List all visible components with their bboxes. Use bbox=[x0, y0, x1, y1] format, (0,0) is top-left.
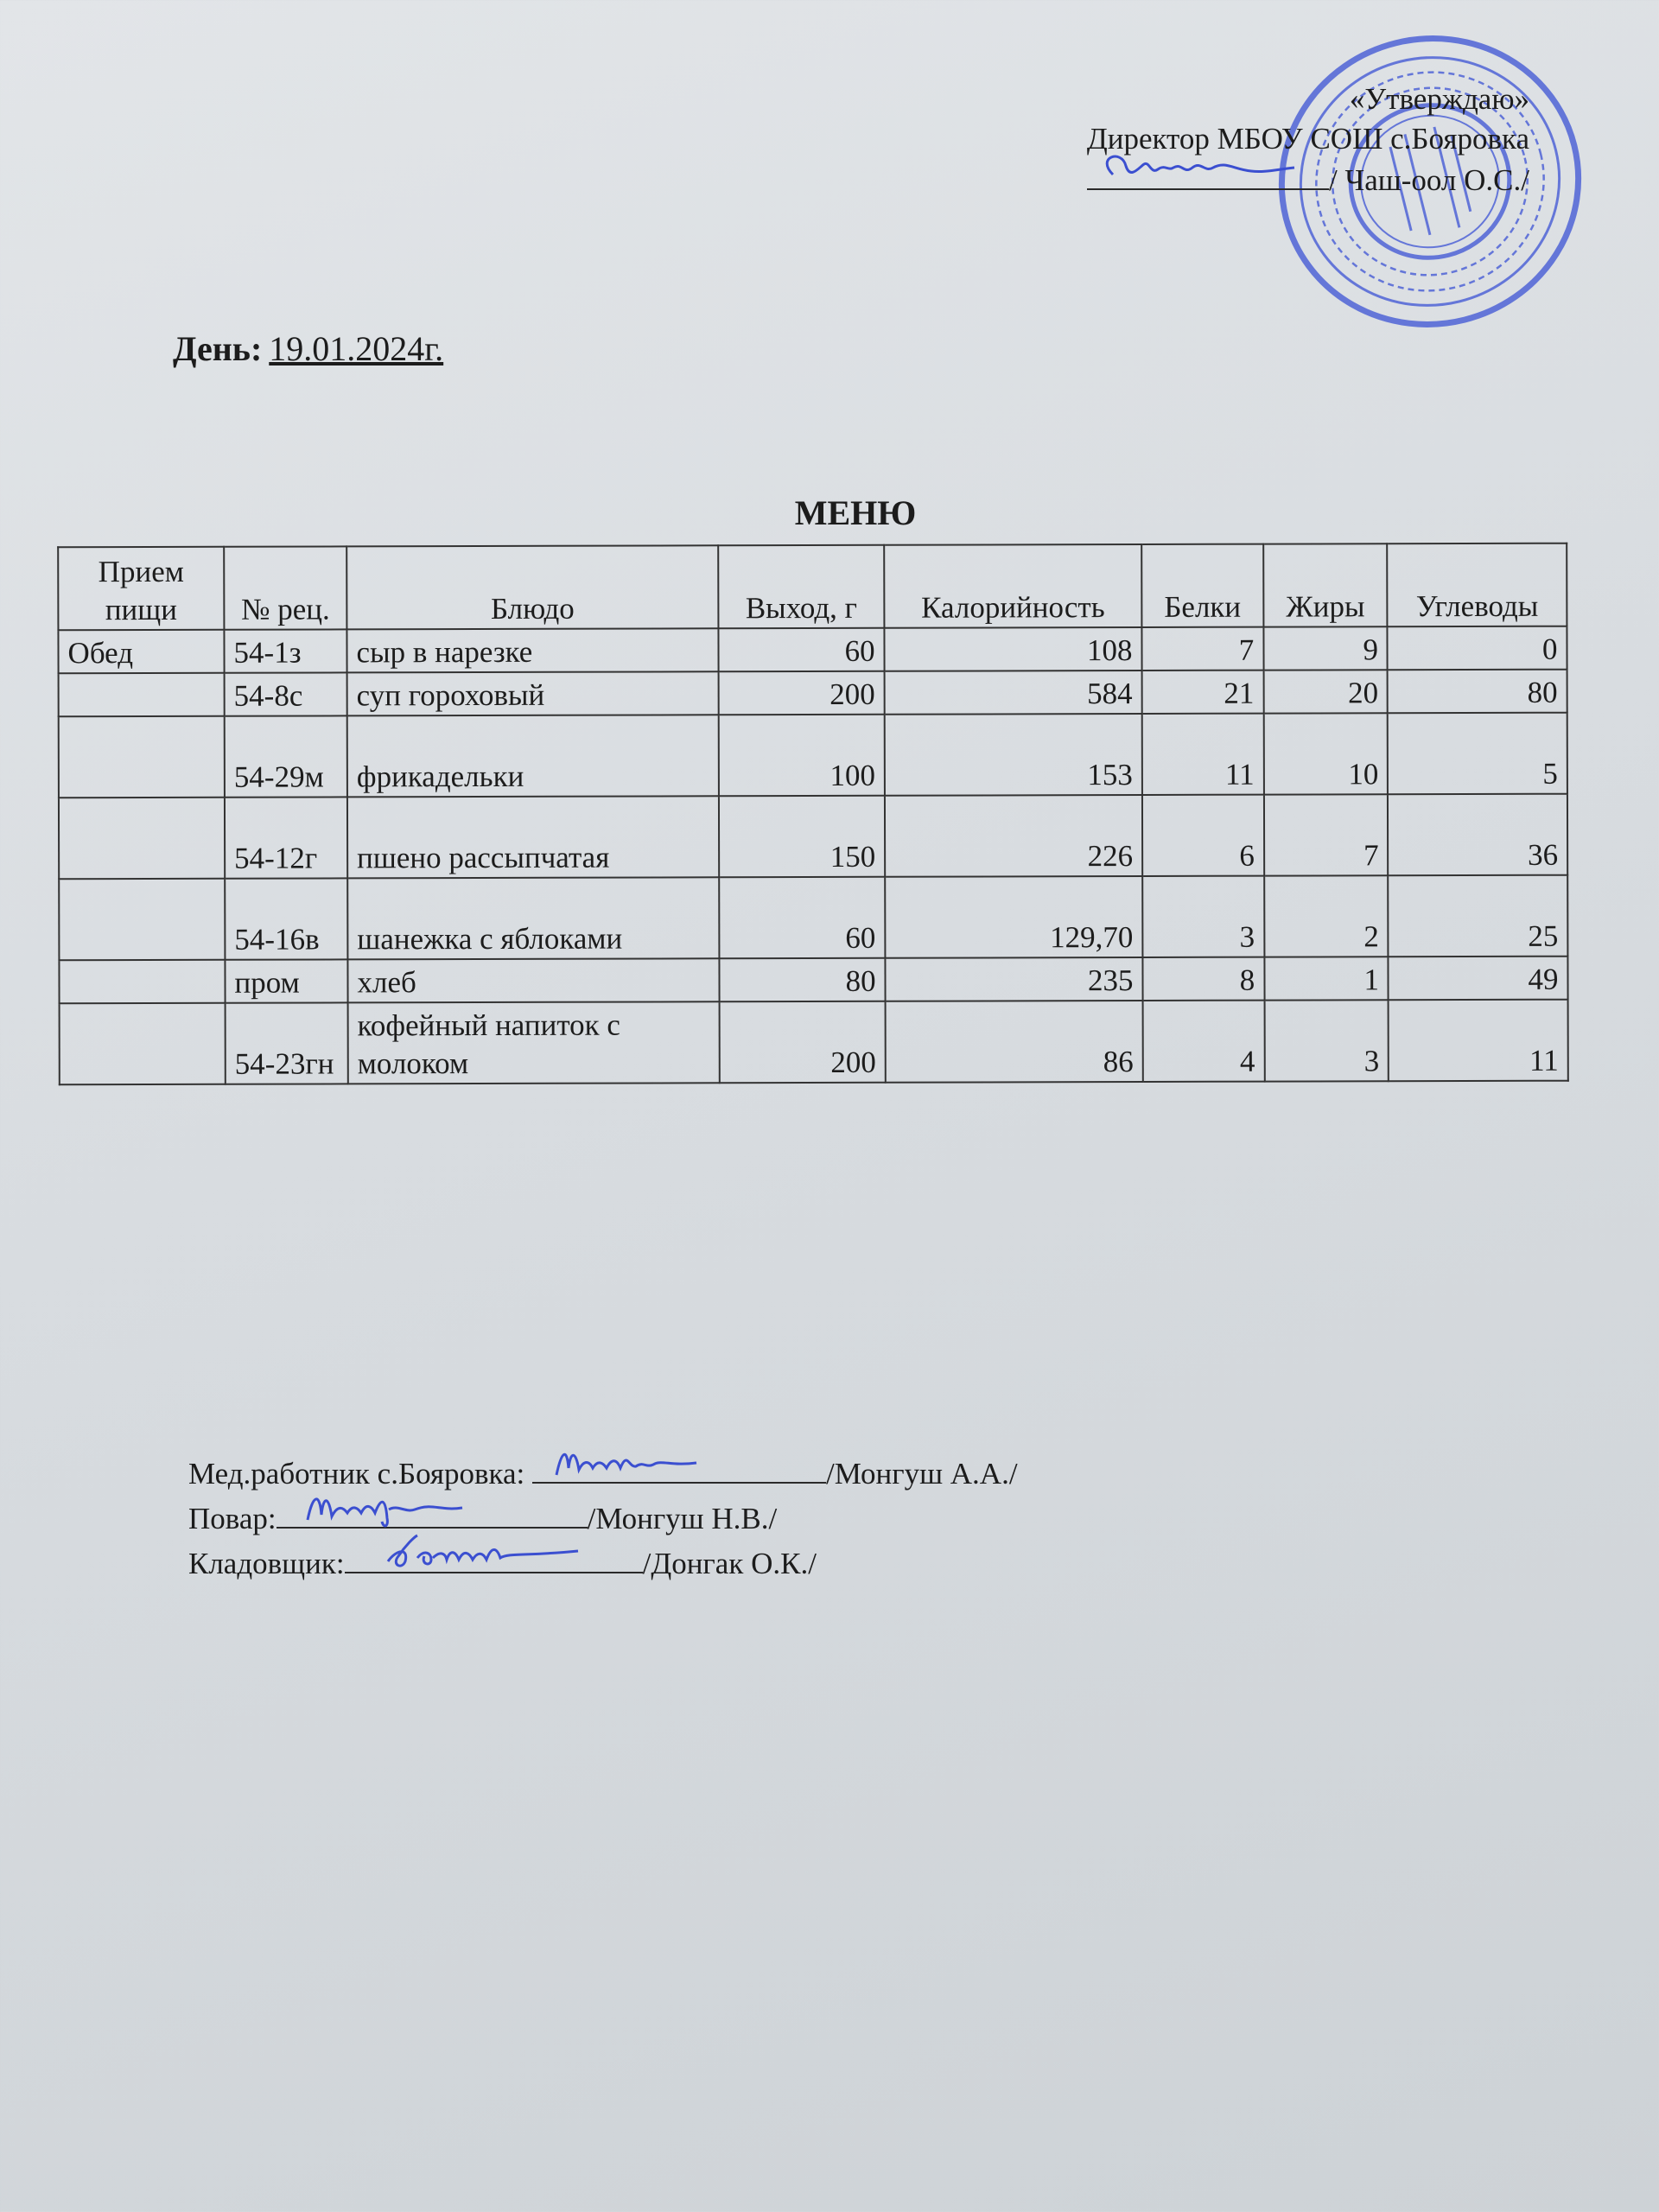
header-carbs: Углеводы bbox=[1388, 543, 1567, 627]
menu-title: МЕНЮ bbox=[794, 493, 917, 532]
header-protein: Белки bbox=[1141, 544, 1263, 627]
cell-dish: сыр в нарезке bbox=[346, 628, 718, 672]
cell-output: 80 bbox=[719, 958, 885, 1002]
cell-carbs: 0 bbox=[1388, 626, 1567, 671]
signature-blank bbox=[532, 1452, 826, 1484]
cell-meal bbox=[59, 673, 225, 717]
header-dish: Блюдо bbox=[346, 545, 718, 629]
cell-output: 150 bbox=[719, 796, 885, 878]
cell-calories: 108 bbox=[884, 627, 1141, 671]
header-fat: Жиры bbox=[1263, 543, 1388, 626]
cell-dish: шанежка с яблоками bbox=[347, 877, 719, 959]
cell-recipe: 54-1з bbox=[224, 629, 346, 672]
cell-protein: 4 bbox=[1143, 1001, 1265, 1082]
approval-position: Директор МБОУ СОШ с.Бояровка bbox=[1086, 122, 1529, 156]
cell-output: 200 bbox=[720, 1001, 886, 1084]
table-row bbox=[60, 1000, 1568, 1085]
signature-label: Кладовщик: bbox=[188, 1547, 345, 1580]
signature-blank bbox=[276, 1497, 588, 1529]
signatures-block bbox=[188, 1452, 1018, 1586]
medic-signature-icon bbox=[550, 1442, 705, 1485]
table-header-row bbox=[58, 543, 1567, 631]
signature-blank bbox=[1087, 159, 1329, 190]
table-row bbox=[59, 713, 1567, 798]
cell-calories: 584 bbox=[885, 671, 1142, 715]
cell-recipe: 54-12г bbox=[225, 797, 347, 878]
cell-fat: 7 bbox=[1264, 794, 1389, 875]
cell-dish: кофейный напиток с молоком bbox=[348, 1001, 720, 1084]
day-line bbox=[173, 328, 443, 369]
table-row bbox=[59, 957, 1567, 1004]
storekeeper-signature-icon bbox=[379, 1532, 587, 1575]
cell-carbs: 25 bbox=[1389, 875, 1568, 957]
approval-signature-line bbox=[994, 159, 1529, 200]
cell-fat: 20 bbox=[1263, 670, 1388, 713]
cook-signature-icon bbox=[302, 1487, 467, 1530]
cell-fat: 10 bbox=[1263, 713, 1388, 794]
cell-meal bbox=[59, 879, 225, 961]
cell-calories: 129,70 bbox=[885, 876, 1142, 958]
cell-carbs: 80 bbox=[1388, 670, 1567, 714]
cell-recipe: пром bbox=[225, 959, 347, 1002]
header-recipe: № рец. bbox=[224, 546, 346, 629]
cell-fat: 2 bbox=[1264, 875, 1389, 957]
cell-carbs: 11 bbox=[1389, 1000, 1568, 1082]
signature-label: Повар: bbox=[188, 1502, 276, 1535]
cell-recipe: 54-29м bbox=[225, 715, 347, 797]
cell-output: 60 bbox=[719, 877, 885, 959]
cell-meal: Обед bbox=[58, 630, 224, 674]
cell-calories: 226 bbox=[885, 795, 1142, 877]
signature-row-storekeeper bbox=[188, 1541, 1018, 1586]
cell-calories: 153 bbox=[885, 714, 1142, 796]
cell-meal bbox=[59, 960, 225, 1004]
cell-dish: фрикадельки bbox=[347, 715, 719, 797]
day-value: 19.01.2024г. bbox=[269, 329, 444, 368]
cell-dish: суп гороховый bbox=[347, 671, 719, 715]
cell-protein: 3 bbox=[1142, 876, 1264, 957]
menu-table bbox=[57, 543, 1569, 1086]
cell-meal bbox=[59, 798, 225, 880]
cell-meal bbox=[59, 716, 225, 798]
cell-output: 60 bbox=[718, 628, 884, 672]
header-meal: Прием пищи bbox=[58, 547, 224, 631]
cell-fat: 9 bbox=[1263, 626, 1388, 670]
cell-protein: 21 bbox=[1142, 671, 1264, 714]
cell-fat: 3 bbox=[1264, 1000, 1389, 1081]
cell-fat: 1 bbox=[1264, 957, 1389, 1000]
header-calories: Калорийность bbox=[884, 544, 1141, 628]
signature-name: /Монгуш Н.В./ bbox=[587, 1502, 778, 1535]
cell-protein: 11 bbox=[1142, 714, 1264, 795]
signature-label: Мед.работник с.Бояровка: bbox=[188, 1457, 533, 1491]
approval-title: «Утверждаю» bbox=[1349, 82, 1529, 116]
cell-recipe: 54-23гн bbox=[226, 1002, 348, 1084]
cell-dish: пшено рассыпчатая bbox=[347, 796, 719, 878]
header-output: Выход, г bbox=[718, 545, 884, 629]
cell-carbs: 5 bbox=[1388, 713, 1567, 795]
approval-block bbox=[994, 79, 1529, 200]
cell-meal bbox=[60, 1003, 226, 1085]
cell-carbs: 36 bbox=[1388, 794, 1567, 876]
cell-calories: 235 bbox=[885, 957, 1142, 1001]
cell-recipe: 54-8с bbox=[225, 672, 347, 715]
signature-name: /Монгуш А.А./ bbox=[826, 1457, 1018, 1491]
cell-output: 100 bbox=[719, 715, 885, 797]
cell-output: 200 bbox=[719, 671, 885, 715]
cell-dish: хлеб bbox=[347, 958, 719, 1002]
table-row bbox=[59, 794, 1567, 880]
cell-calories: 86 bbox=[886, 1001, 1143, 1083]
day-label: День: bbox=[173, 329, 263, 368]
signature-name: /Донгак О.К./ bbox=[642, 1547, 817, 1580]
cell-recipe: 54-16в bbox=[225, 878, 347, 959]
director-signature-icon bbox=[1087, 149, 1303, 192]
table-row bbox=[59, 670, 1567, 717]
cell-protein: 6 bbox=[1142, 795, 1264, 876]
cell-protein: 7 bbox=[1141, 627, 1263, 671]
cell-protein: 8 bbox=[1142, 957, 1264, 1001]
signature-blank bbox=[345, 1542, 643, 1573]
cell-carbs: 49 bbox=[1389, 957, 1568, 1001]
table-row bbox=[59, 875, 1567, 961]
director-name: / Чаш-оол О.С./ bbox=[1329, 163, 1529, 197]
table-row bbox=[58, 626, 1567, 674]
signature-row-cook bbox=[188, 1497, 1018, 1541]
